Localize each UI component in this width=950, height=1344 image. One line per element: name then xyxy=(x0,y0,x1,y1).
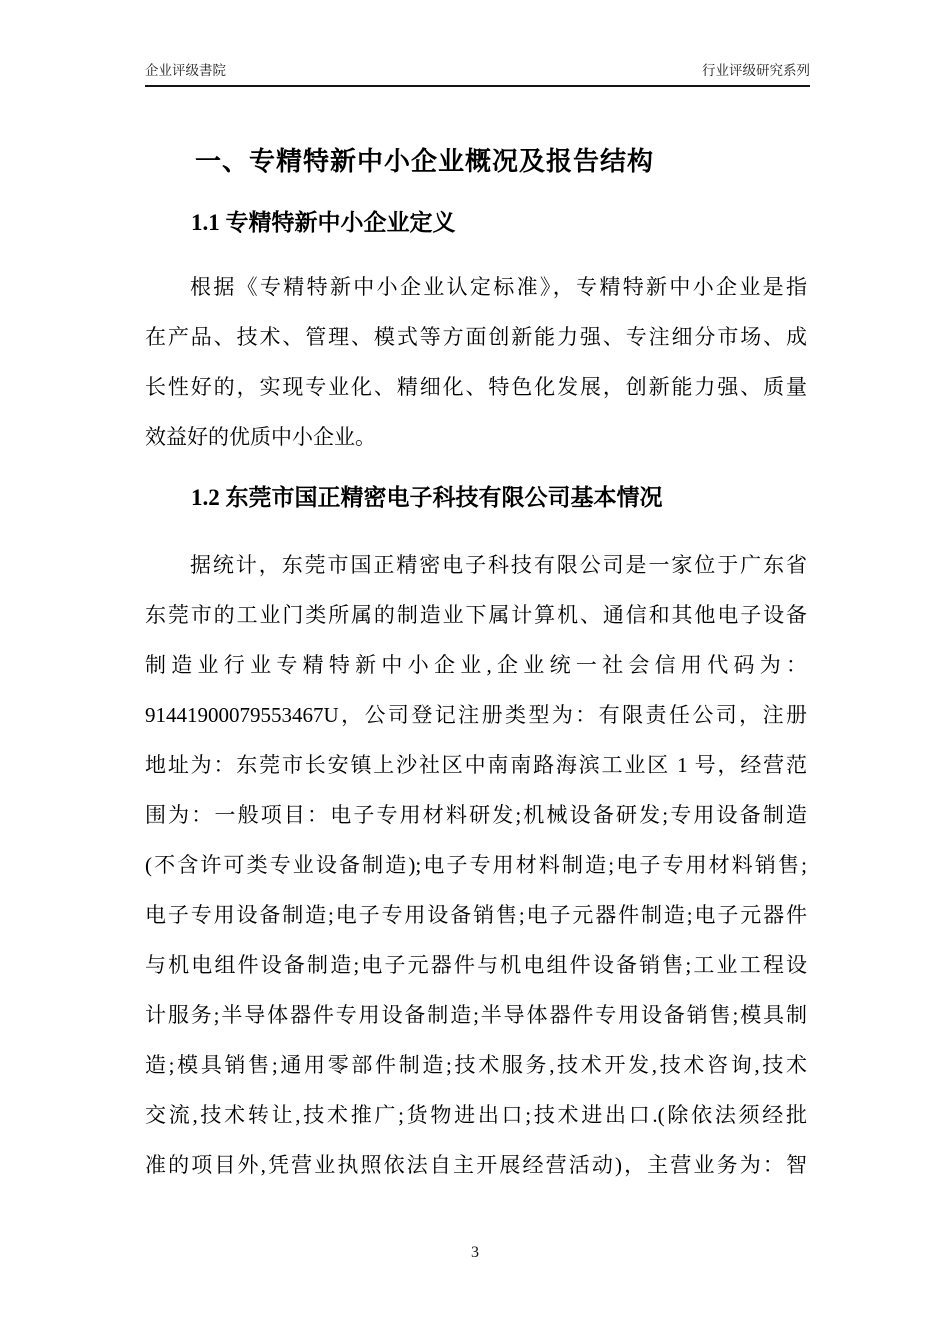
text-line: 根据《专精特新中小企业认定标准》，专精特新中小企业是指 xyxy=(190,275,807,299)
document-body xyxy=(145,147,807,1190)
text-line: 在产品、技术、管理、模式等方面创新能力强、专注细分市场、成 xyxy=(145,325,807,349)
paragraph-definition xyxy=(145,262,807,462)
text-line: 东莞市的工业门类所属的制造业下属计算机、通信和其他电子设备 xyxy=(145,603,807,627)
text-line: 制造业行业专精特新中小企业,企业统一社会信用代码为： xyxy=(145,653,807,677)
text-line: 电子专用设备制造;电子专用设备销售;电子元器件制造;电子元器件 xyxy=(145,903,807,927)
text-line: 效益好的优质中小企业。 xyxy=(145,425,376,449)
page-footer xyxy=(0,1242,950,1264)
text-line: 计服务;半导体器件专用设备制造;半导体器件专用设备销售;模具制 xyxy=(145,1003,807,1027)
page-number: 3 xyxy=(471,1244,479,1261)
header-left-text: 企业评级書院 xyxy=(145,63,226,78)
text-line: (不含许可类专业设备制造);电子专用材料制造;电子专用材料销售; xyxy=(145,853,807,877)
text-line: 91441900079553467U，公司登记注册类型为：有限责任公司，注册 xyxy=(145,703,807,727)
text-line: 准的项目外,凭营业执照依法自主开展经营活动)，主营业务为：智 xyxy=(145,1153,807,1177)
text-line: 与机电组件设备制造;电子元器件与机电组件设备销售;工业工程设 xyxy=(145,953,807,977)
text-line: 长性好的，实现专业化、精细化、特色化发展，创新能力强、质量 xyxy=(145,375,807,399)
subsection-heading-1-2: 1.2 东莞市国正精密电子科技有限公司基本情况 xyxy=(191,485,663,510)
paragraph-company-info xyxy=(145,540,807,1190)
header-right-text: 行业评级研究系列 xyxy=(702,63,810,78)
text-line: 地址为：东莞市长安镇上沙社区中南南路海滨工业区 1 号，经营范 xyxy=(145,753,807,777)
subsection-heading-1-1: 1.1 专精特新中小企业定义 xyxy=(191,210,456,235)
text-line: 据统计，东莞市国正精密电子科技有限公司是一家位于广东省 xyxy=(190,553,807,577)
section-title: 一、专精特新中小企业概况及报告结构 xyxy=(195,147,655,176)
text-line: 交流,技术转让,技术推广;货物进出口;技术进出口.(除依法须经批 xyxy=(145,1103,807,1127)
running-header xyxy=(145,62,810,87)
text-line: 造;模具销售;通用零部件制造;技术服务,技术开发,技术咨询,技术 xyxy=(145,1053,807,1077)
text-line: 围为：一般项目：电子专用材料研发;机械设备研发;专用设备制造 xyxy=(145,803,807,827)
